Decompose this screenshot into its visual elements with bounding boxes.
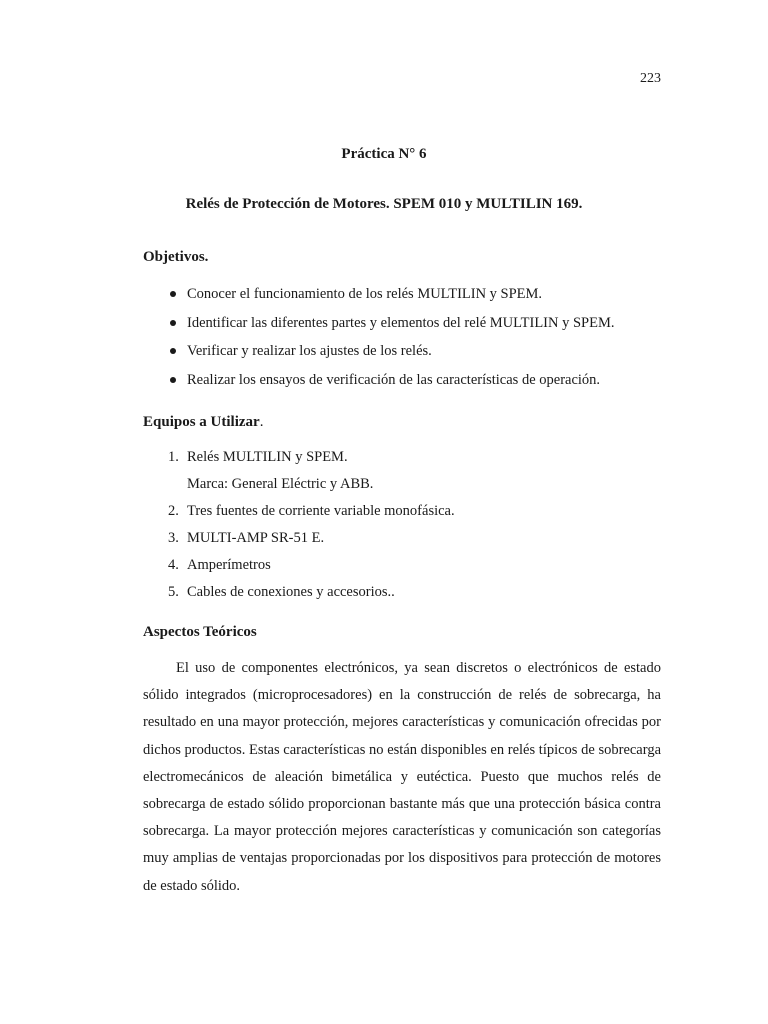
list-item-number: 2. — [168, 503, 179, 519]
list-item-text: Relés MULTILIN y SPEM. — [187, 449, 348, 465]
list-item-text: Cables de conexiones y accesorios.. — [187, 584, 395, 600]
list-item — [168, 447, 455, 474]
list-item: Realizar los ensayos de verificación de las características de operación. — [168, 370, 615, 399]
equipos-heading-period: . — [259, 414, 264, 430]
aspectos-paragraph: El uso de componentes electrónicos, ya sean discretos o electrónicos de estado sólido integrados (microprocesadores) en la construcción de relés de sobrecarga, ha resultado en una mayor protección, mejores características y comunicación ofrecidas por dichos productos. Estas características no están disponibles en relés típicos de sobrecarga electromecánicos de aleación bimetálica y eutéctica. Puesto que muchos relés de sobrecarga de estado sólido proporcionan bastante más que una protección básica contra sobrecarga. La mayor protección mejores características y comunicación son categorías muy amplias de ventajas proporcionadas por los dispositivos para protección de motores de estado sólido. — [143, 660, 661, 894]
list-item — [168, 582, 455, 609]
list-item: Verificar y realizar los ajustes de los relés. — [168, 341, 615, 370]
list-item — [168, 555, 455, 582]
list-item-number: 1. — [168, 449, 179, 465]
page-subtitle: Relés de Protección de Motores. SPEM 010 y MULTILIN 169. — [185, 196, 583, 212]
objetivos-heading: Objetivos. — [143, 249, 209, 265]
list-item-text: Amperímetros — [187, 557, 271, 573]
list-item — [168, 474, 455, 501]
page-title: Práctica N° 6 — [341, 146, 427, 162]
list-item-text: MULTI-AMP SR-51 E. — [187, 530, 325, 546]
list-item: Identificar las diferentes partes y elementos del relé MULTILIN y SPEM. — [168, 313, 615, 342]
equipos-list — [168, 447, 455, 609]
equipos-heading-text: Equipos a Utilizar — [143, 414, 260, 430]
list-item — [168, 501, 455, 528]
list-item-number: 5. — [168, 584, 179, 600]
aspectos-heading: Aspectos Teóricos — [143, 624, 257, 640]
list-item-number: 4. — [168, 557, 179, 573]
list-item-number: 3. — [168, 530, 179, 546]
list-item — [168, 528, 455, 555]
equipos-heading — [143, 414, 263, 431]
page-number: 223 — [640, 71, 661, 86]
list-item: Conocer el funcionamiento de los relés MULTILIN y SPEM. — [168, 284, 615, 313]
list-item-text: Tres fuentes de corriente variable monofásica. — [187, 503, 455, 519]
objetivos-list — [168, 284, 615, 399]
list-item-text: Marca: General Eléctric y ABB. — [187, 476, 374, 492]
